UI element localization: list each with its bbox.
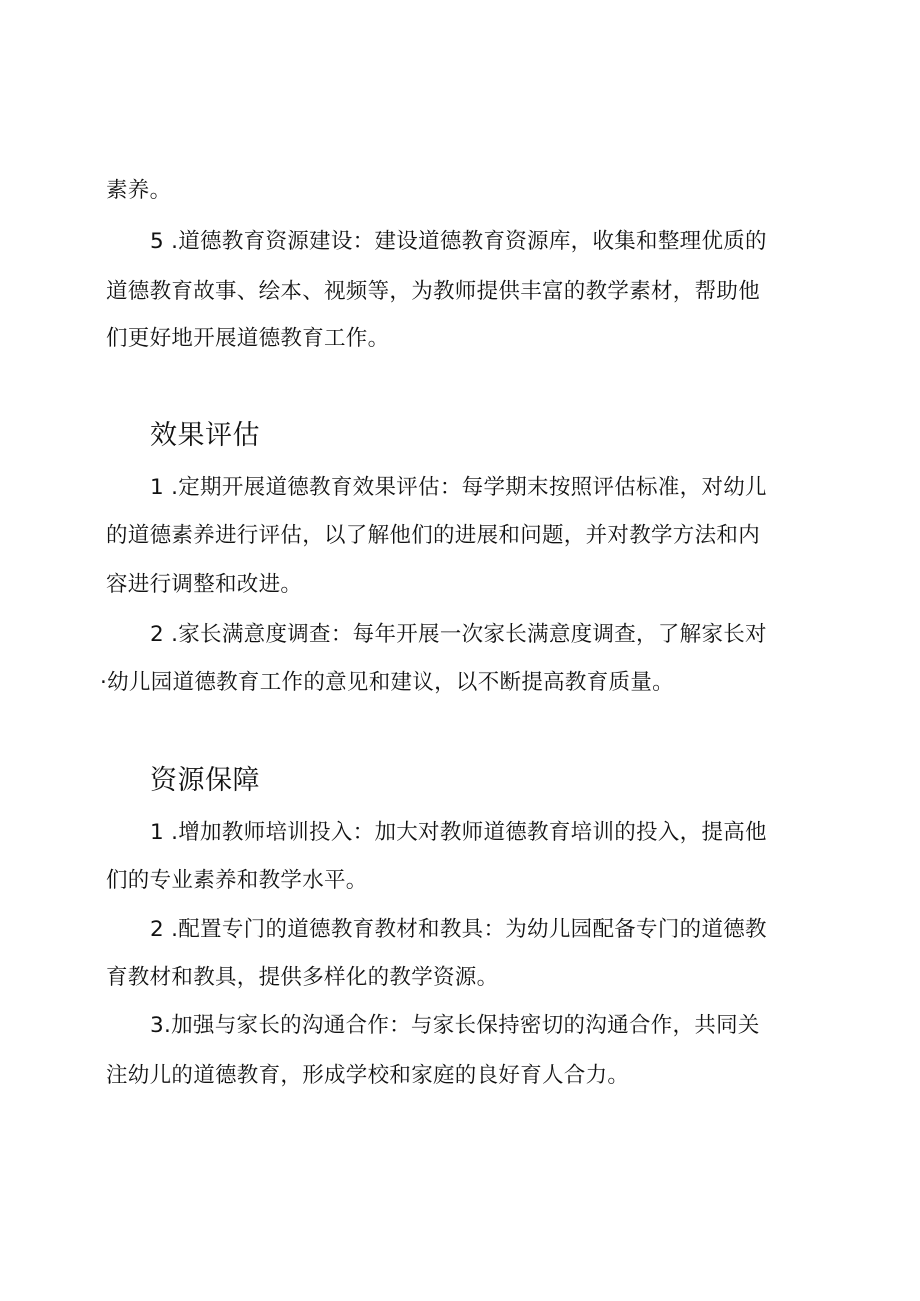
section-heading-resources: 资源保障 (150, 765, 260, 796)
text-line: 道德教育故事、绘本、视频等，为教师提供丰富的教学素材，帮助他 (106, 279, 761, 304)
text-line: 育教材和教具，提供多样化的教学资源。 (106, 965, 499, 990)
text-line: 2 .配置专门的道德教育教材和教具：为幼儿园配备专门的道德教 (150, 917, 767, 942)
text-line: 5 .道德教育资源建设：建设道德教育资源库，收集和整理优质的 (150, 229, 767, 254)
text-line: 们更好地开展道德教育工作。 (106, 326, 390, 351)
text-line: 1 .增加教师培训投入：加大对教师道德教育培训的投入，提高他 (150, 820, 767, 845)
text-line: 们的专业素养和教学水平。 (106, 868, 368, 893)
text-line: 3.加强与家长的沟通合作：与家长保持密切的沟通合作，共同关 (150, 1013, 760, 1038)
text-line: 2 .家长满意度调查：每年开展一次家长满意度调查，了解家长对 (150, 622, 767, 647)
text-line: 的道德素养进行评估，以了解他们的进展和问题，并对教学方法和内 (106, 523, 761, 548)
text-line: 注幼儿的道德教育，形成学校和家庭的良好育人合力。 (106, 1063, 630, 1088)
text-line: ·幼儿园道德教育工作的意见和建议，以不断提高教育质量。 (100, 670, 674, 695)
text-line: 1 .定期开展道德教育效果评估：每学期末按照评估标准，对幼儿 (150, 475, 767, 500)
text-line: 素养。 (106, 178, 172, 203)
text-line: 容进行调整和改进。 (106, 572, 303, 597)
section-heading-evaluation: 效果评估 (150, 420, 260, 451)
